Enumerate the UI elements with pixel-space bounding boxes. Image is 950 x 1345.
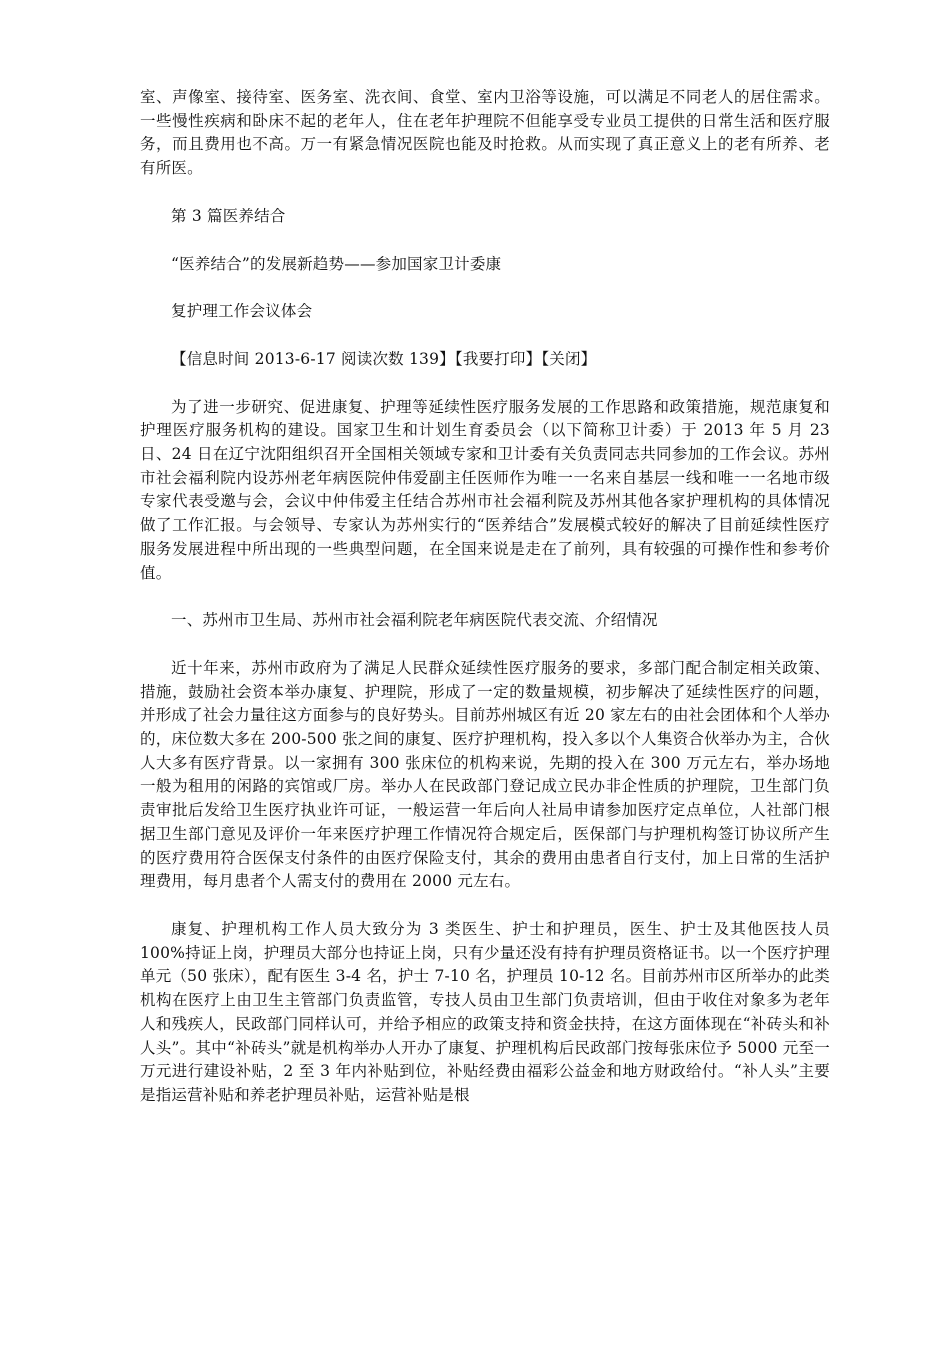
- info-line: 【信息时间 2013-6-17 阅读次数 139】【我要打印】【关闭】: [171, 349, 597, 368]
- spacer: [140, 633, 830, 657]
- paragraph-staffing: 康复、护理机构工作人员大致分为 3 类医生、护士和护理员，医生、护士及其他医技人员 100%持证上岗，护理员大部分也持证上岗，只有少量还没有持有护理员资格证书。以一个医疗护理单元（50 张床），配有医生 3-4 名，护士 7-10 名，护理员 10-12 名。目前苏州市区所举办的此类机构在医疗上由卫生主管部门负责监管，专技人员由卫生部门负责培训，但由于收住对象多为老年人和残疾人，民政部门同样认可，并给予相应的政策支持和资金扶持，在这方面体现在“补砖头和补人头”。其中“补砖头”就是机构举办人开办了康复、护理机构后民政部门按每张床位予 5000 元至一万元进行建设补贴，2 至 3 年内补贴到位，补贴经费由福彩公益金和地方财政给付。“补人头”主要是指运营补贴和养老护理员补贴，运营补贴是根: [140, 919, 830, 1104]
- paragraph-meeting: 为了进一步研究、促进康复、护理等延续性医疗服务发展的工作思路和政策措施，规范康复和护理医疗服务机构的建设。国家卫生和计划生育委员会（以下简称卫计委）于 2013 年 5 月 23 日、24 日在辽宁沈阳组织召开全国相关领域专家和卫计委有关负责同志共同参加的工作会议。苏州市社会福利院内设苏州老年病医院仲伟爱副主任医师作为唯一一名来自基层一线和唯一一名地市级专家代表受邀与会，会议中仲伟爱主任结合苏州市社会福利院及苏州其他各家护理机构的具体情况做了工作汇报。与会领导、专家认为苏州实行的“医养结合”发展模式较好的解决了目前延续性医疗服务发展进程中所出现的一些典型问题，在全国来说是走在了前列，具有较强的可操作性和参考价值。: [140, 397, 830, 582]
- spacer: [140, 229, 830, 253]
- section-heading-1: 一、苏州市卫生局、苏州市社会福利院老年病医院代表交流、介绍情况: [171, 611, 658, 630]
- paragraph-continued: 室、声像室、接待室、医务室、洗衣间、食堂、室内卫浴等设施，可以满足不同老人的居住需求。一些慢性疾病和卧床不起的老年人，住在老年护理院不但能享受专业员工提供的日常生活和医疗服务，而且费用也不高。万一有紧急情况医院也能及时抢救。从而实现了真正意义上的老有所养、老有所医。: [140, 88, 830, 178]
- spacer: [140, 372, 830, 396]
- article-title-line2: 复护理工作会议体会: [171, 302, 313, 321]
- spacer: [140, 894, 830, 918]
- spacer: [140, 585, 830, 609]
- article-title-line1: “医养结合”的发展新趋势——参加国家卫计委康: [171, 254, 502, 273]
- spacer: [140, 181, 830, 205]
- spacer: [140, 324, 830, 348]
- spacer: [140, 276, 830, 300]
- document-page: [140, 86, 830, 1108]
- paragraph-suzhou-overview: 近十年来，苏州市政府为了满足人民群众延续性医疗服务的要求，多部门配合制定相关政策、措施，鼓励社会资本举办康复、护理院，形成了一定的数量规模，初步解决了延续性医疗的问题，并形成了社会力量往这方面参与的良好势头。目前苏州城区有近 20 家左右的由社会团体和个人举办的，床位数大多在 200-500 张之间的康复、医疗护理机构，投入多以个人集资合伙举办为主，合伙人大多有医疗背景。以一家拥有 300 张床位的机构来说，先期的投入在 300 万元左右，举办场地一般为租用的闲路的宾馆或厂房。举办人在民政部门登记成立民办非企性质的护理院，卫生部门负责审批后发给卫生医疗执业许可证，一般运营一年后向人社局申请参加医疗定点单位，人社部门根据卫生部门意见及评价一年来医疗护理工作情况符合规定后，医保部门与护理机构签订协议所产生的医疗费用符合医保支付条件的由医疗保险支付，其余的费用由患者自行支付，加上日常的生活护理费用，每月患者个人需支付的费用在 2000 元左右。: [140, 658, 830, 891]
- section-title: 第 3 篇医养结合: [171, 206, 286, 225]
